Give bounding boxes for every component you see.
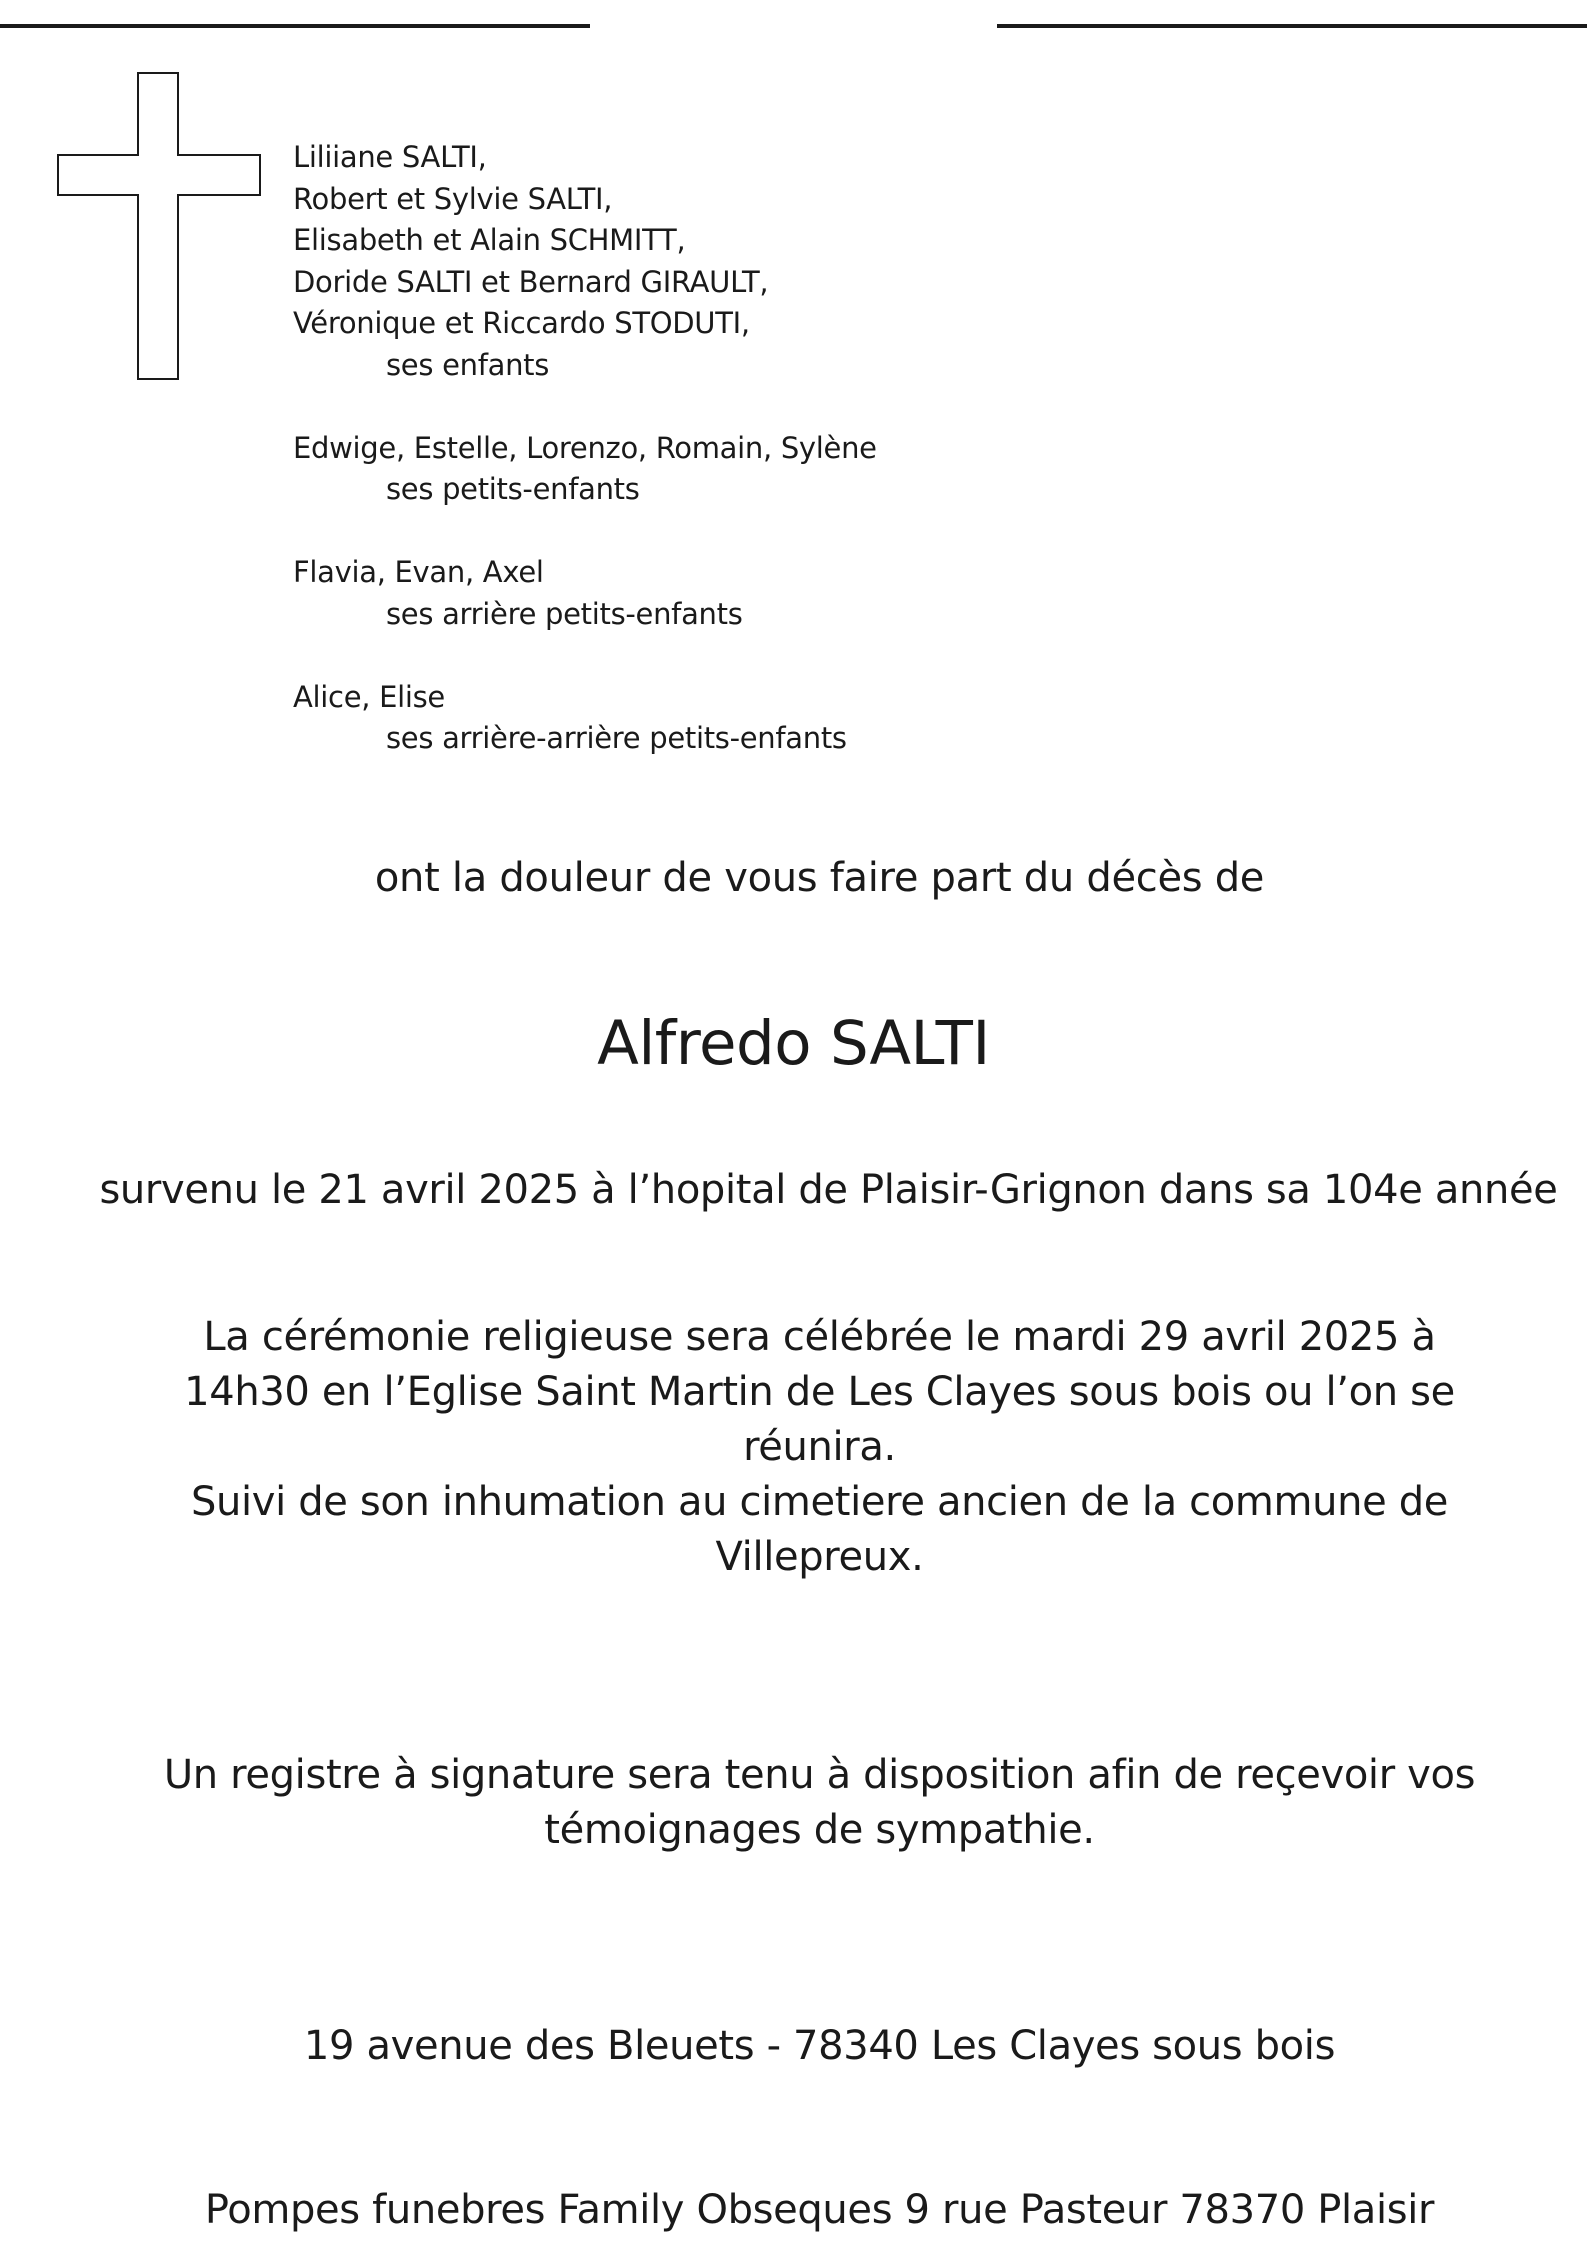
top-left-rule xyxy=(0,24,590,28)
ceremony-line: La cérémonie religieuse sera célébrée le mardi 29 avril 2025 à xyxy=(203,1314,1436,1360)
top-right-rule xyxy=(997,24,1587,28)
register-line: Un registre à signature sera tenu à disposition afin de reçevoir vos xyxy=(163,1752,1476,1798)
ceremony-paragraph xyxy=(26,1310,1587,1585)
ceremony-line: 14h30 en l’Eglise Saint Martin de Les Clayes sous bois ou l’on se xyxy=(184,1369,1455,1415)
family-list xyxy=(293,137,877,760)
register-line: témoignages de sympathie. xyxy=(544,1807,1095,1853)
family-child-2: Robert et Sylvie SALTI, xyxy=(293,181,613,216)
children-role-label: ses enfants xyxy=(386,347,550,382)
family-child-3: Elisabeth et Alain SCHMITT, xyxy=(293,223,686,257)
grandchildren-names: Edwige, Estelle, Lorenzo, Romain, Sylène xyxy=(293,430,877,465)
great-great-grandchildren-names: Alice, Elise xyxy=(293,679,445,714)
announcement-intro: ont la douleur de vous faire part du décès de xyxy=(374,855,1265,901)
funeral-home-info: Pompes funebres Family Obseques 9 rue Pasteur 78370 Plaisir xyxy=(204,2187,1435,2233)
cross-icon xyxy=(56,72,262,382)
family-child-4: Doride SALTI et Bernard GIRAULT, xyxy=(293,264,769,299)
great-grandchildren-names: Flavia, Evan, Axel xyxy=(293,555,544,589)
family-child-5: Véronique et Riccardo STODUTI, xyxy=(293,306,750,340)
grandchildren-role-label: ses petits-enfants xyxy=(386,472,640,506)
family-address: 19 avenue des Bleuets - 78340 Les Clayes sous bois xyxy=(303,2023,1336,2069)
deceased-name: Alfredo SALTI xyxy=(597,1008,990,1079)
great-great-grandchildren-role-label: ses arrière-arrière petits-enfants xyxy=(386,721,847,755)
ceremony-line: Suivi de son inhumation au cimetiere ancien de la commune de xyxy=(190,1479,1449,1525)
great-grandchildren-role-label: ses arrière petits-enfants xyxy=(386,596,743,631)
ceremony-line: réunira. xyxy=(743,1424,896,1470)
ceremony-line: Villepreux. xyxy=(715,1534,924,1580)
death-details: survenu le 21 avril 2025 à l’hopital de Plaisir-Grignon dans sa 104e année xyxy=(99,1167,1558,1213)
register-paragraph xyxy=(26,1748,1587,1858)
family-child-1: Liliiane SALTI, xyxy=(293,140,487,174)
